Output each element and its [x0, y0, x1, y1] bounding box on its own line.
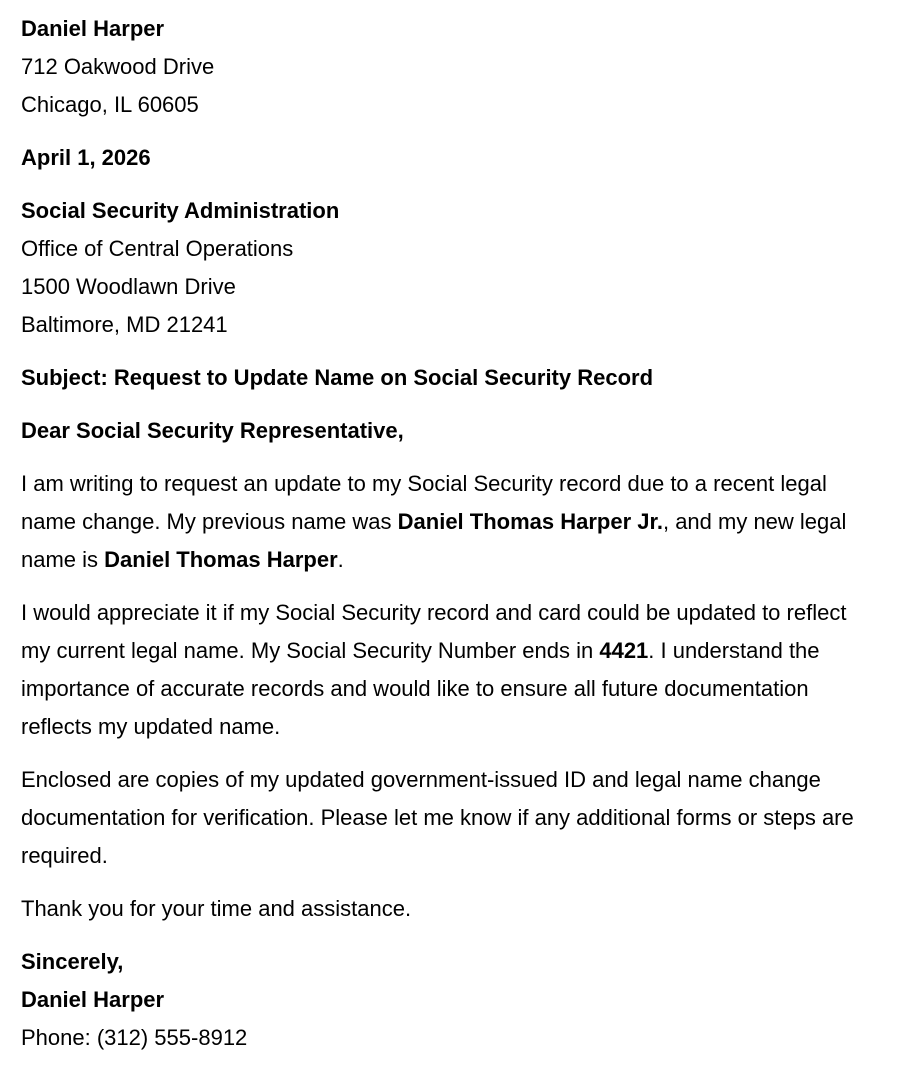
recipient-address-line2: Baltimore, MD 21241 — [21, 312, 228, 337]
signature-name: Daniel Harper — [21, 987, 165, 1012]
paragraph2-text-1: I would appreciate it if my Social Security record and card could be updated to reflect my current legal name. My Social Security Number ends in — [21, 600, 847, 663]
sender-address-line1: 712 Oakwood Drive — [21, 54, 215, 79]
body-paragraph-1 — [21, 465, 870, 579]
letter-date: April 1, 2026 — [21, 145, 151, 170]
sender-address-line2: Chicago, IL 60605 — [21, 92, 199, 117]
body-paragraph-2 — [21, 594, 870, 746]
valediction: Sincerely, — [21, 949, 124, 974]
body-paragraph-3: Enclosed are copies of my updated government-issued ID and legal name change documentation for verification. Please let me know if any additional forms or steps are required. — [21, 767, 854, 868]
recipient-block — [21, 192, 870, 344]
sender-name: Daniel Harper — [21, 16, 165, 41]
recipient-address-line1: 1500 Woodlawn Drive — [21, 274, 236, 299]
subject-line: Subject: Request to Update Name on Social Security Record — [21, 365, 654, 390]
paragraph1-text-3: . — [337, 547, 344, 572]
body-paragraph-4: Thank you for your time and assistance. — [21, 896, 412, 921]
paragraph1-text-2: , and my new legal name is — [21, 509, 847, 572]
recipient-office: Office of Central Operations — [21, 236, 294, 261]
recipient-org: Social Security Administration — [21, 198, 340, 223]
ssn-last4: 4421 — [599, 638, 649, 663]
previous-name: Daniel Thomas Harper Jr. — [397, 509, 663, 534]
sender-block — [21, 10, 870, 124]
closing-block — [21, 943, 870, 1057]
salutation: Dear Social Security Representative, — [21, 418, 404, 443]
new-name: Daniel Thomas Harper — [104, 547, 338, 572]
paragraph1-text-1: I am writing to request an update to my Social Security record due to a recent legal name change. My previous name was — [21, 471, 827, 534]
signature-phone: Phone: (312) 555-8912 — [21, 1025, 248, 1050]
paragraph2-text-2: . I understand the importance of accurate records and would like to ensure all future documentation reflects my updated name. — [21, 638, 820, 739]
